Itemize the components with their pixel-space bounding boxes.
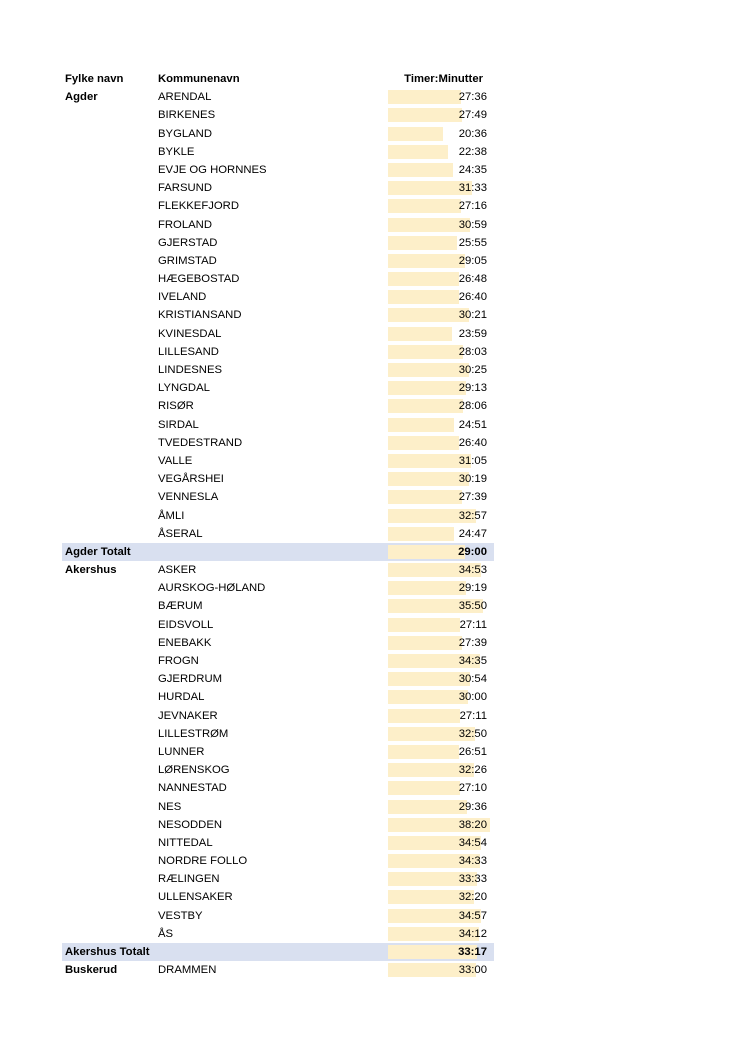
tid-value: 26:40	[458, 291, 487, 304]
tid-value: 24:35	[458, 163, 487, 176]
tid-cell	[388, 579, 490, 597]
kommune-cell: GRIMSTAD	[158, 254, 217, 267]
table-row	[62, 597, 494, 615]
kommune-cell: LILLESAND	[158, 345, 219, 358]
tid-value: 32:20	[458, 891, 487, 904]
fylke-cell: Agder	[65, 91, 98, 104]
data-bar	[388, 308, 469, 322]
table-row	[62, 925, 494, 943]
tid-value: 27:11	[459, 709, 487, 722]
header-fylke: Fylke navn	[65, 73, 124, 85]
table-row	[62, 888, 494, 906]
tid-cell	[388, 852, 490, 870]
table-row	[62, 343, 494, 361]
table-row	[62, 325, 494, 343]
data-bar	[388, 90, 461, 104]
fylke-cell: Buskerud	[65, 964, 118, 977]
header-kommune: Kommunenavn	[158, 73, 240, 85]
tid-cell	[388, 179, 490, 197]
tid-cell	[388, 925, 490, 943]
kommune-cell: GJERDRUM	[158, 673, 223, 686]
kommune-cell: KVINESDAL	[158, 327, 222, 340]
data-bar	[388, 163, 453, 177]
tid-value: 22:38	[458, 145, 487, 158]
table-row	[62, 870, 494, 888]
table-row	[62, 434, 494, 452]
tid-cell	[388, 870, 490, 888]
data-bar	[388, 781, 460, 795]
data-bar	[388, 290, 459, 304]
data-bar	[388, 381, 466, 395]
table-row	[62, 834, 494, 852]
table-row	[62, 179, 494, 197]
fylke-cell: Akershus	[65, 564, 117, 577]
kommune-cell: EIDSVOLL	[158, 618, 214, 631]
table-row	[62, 961, 494, 979]
table-row	[62, 707, 494, 725]
table-row	[62, 688, 494, 706]
table-row	[62, 379, 494, 397]
data-bar	[388, 418, 454, 432]
tid-cell	[388, 143, 490, 161]
data-bar	[388, 618, 460, 632]
table-row	[62, 88, 494, 106]
tid-cell	[388, 634, 490, 652]
tid-cell	[388, 325, 490, 343]
kommune-cell: NITTEDAL	[158, 836, 213, 849]
kommune-cell: IVELAND	[158, 291, 207, 304]
tid-cell	[388, 652, 490, 670]
table-row	[62, 652, 494, 670]
tid-value: 27:36	[458, 91, 487, 104]
tid-value: 34:54	[458, 836, 487, 849]
tid-cell	[388, 106, 490, 124]
tid-cell	[388, 670, 490, 688]
tid-value: 26:40	[458, 436, 487, 449]
kommune-cell: LØRENSKOG	[158, 764, 230, 777]
tid-value: 25:55	[458, 236, 487, 249]
tid-value: 31:33	[458, 182, 487, 195]
tid-cell	[388, 543, 490, 561]
header-tid: Timer:Minutter	[404, 73, 483, 85]
tid-cell	[388, 361, 490, 379]
tid-cell	[388, 707, 490, 725]
table-row	[62, 634, 494, 652]
table-row	[62, 143, 494, 161]
table-row	[62, 216, 494, 234]
tid-value: 27:10	[458, 782, 487, 795]
data-bar	[388, 145, 448, 159]
tid-cell	[388, 907, 490, 925]
table-row	[62, 761, 494, 779]
tid-value: 32:50	[458, 727, 487, 740]
kommune-cell: VENNESLA	[158, 491, 219, 504]
tid-value: 23:59	[458, 327, 487, 340]
kommune-cell: EVJE OG HORNNES	[158, 163, 267, 176]
kommune-cell: TVEDESTRAND	[158, 436, 243, 449]
table-row	[62, 743, 494, 761]
tid-cell	[388, 470, 490, 488]
tid-value: 28:06	[458, 400, 487, 413]
tid-cell	[388, 597, 490, 615]
kommune-cell: AURSKOG-HØLAND	[158, 582, 266, 595]
table-body	[62, 88, 494, 979]
tid-cell	[388, 161, 490, 179]
tid-value: 20:36	[458, 127, 487, 140]
data-bar	[388, 199, 461, 213]
kommune-cell: VEGÅRSHEI	[158, 473, 224, 486]
table-row	[62, 125, 494, 143]
data-bar	[388, 745, 459, 759]
table-row	[62, 616, 494, 634]
data-bar	[388, 527, 454, 541]
tid-cell	[388, 561, 490, 579]
kommune-cell: JEVNAKER	[158, 709, 218, 722]
kommune-cell: ARENDAL	[158, 91, 212, 104]
tid-value: 30:00	[458, 691, 487, 704]
table-row	[62, 670, 494, 688]
kommune-cell: ÅMLI	[158, 509, 185, 522]
tid-value: 29:36	[458, 800, 487, 813]
tid-value: 34:33	[458, 855, 487, 868]
table-row	[62, 488, 494, 506]
data-bar	[388, 436, 459, 450]
tid-value: 27:39	[458, 491, 487, 504]
kommune-cell: LINDESNES	[158, 364, 223, 376]
tid-value: 33:17	[458, 946, 487, 958]
kommune-cell: RISØR	[158, 400, 194, 413]
kommune-cell: LILLESTRØM	[158, 727, 229, 740]
tid-value: 26:51	[458, 745, 487, 758]
kommune-cell: ÅS	[158, 927, 174, 940]
tid-cell	[388, 343, 490, 361]
fylke-cell: Agder Totalt	[65, 545, 131, 558]
table-row	[62, 452, 494, 470]
data-bar	[388, 254, 465, 268]
tid-value: 34:12	[458, 927, 487, 940]
kommune-cell: NES	[158, 800, 182, 813]
tid-cell	[388, 961, 490, 979]
kommune-cell: LUNNER	[158, 745, 205, 758]
table-row	[62, 816, 494, 834]
kommune-cell: KRISTIANSAND	[158, 309, 242, 322]
table-row	[62, 416, 494, 434]
tid-cell	[388, 725, 490, 743]
tid-value: 30:19	[458, 473, 487, 486]
kommune-cell: NORDRE FOLLO	[158, 855, 248, 868]
kommune-cell: LYNGDAL	[158, 382, 210, 395]
tid-value: 32:57	[458, 509, 487, 522]
kommune-cell: HURDAL	[158, 691, 205, 704]
tid-cell	[388, 798, 490, 816]
tid-cell	[388, 252, 490, 270]
table-row	[62, 779, 494, 797]
tid-cell	[388, 507, 490, 525]
data-bar	[388, 690, 468, 704]
tid-cell	[388, 743, 490, 761]
kommune-cell: BÆRUM	[158, 600, 203, 613]
table-row	[62, 361, 494, 379]
table-row	[62, 798, 494, 816]
tid-value: 30:54	[458, 673, 487, 686]
tid-cell	[388, 943, 490, 961]
tid-cell	[388, 397, 490, 415]
kommune-cell: FROGN	[158, 655, 199, 667]
tid-cell	[388, 452, 490, 470]
tid-value: 29:05	[458, 254, 487, 267]
tid-cell	[388, 816, 490, 834]
tid-cell	[388, 216, 490, 234]
tid-value: 28:03	[458, 345, 487, 358]
data-bar	[388, 472, 469, 486]
table-row	[62, 470, 494, 488]
tid-value: 27:39	[458, 636, 487, 649]
tid-cell	[388, 288, 490, 306]
data-bar	[388, 581, 466, 595]
tid-cell	[388, 234, 490, 252]
data-bar	[388, 272, 459, 286]
data-bar	[388, 709, 460, 723]
kommune-cell: RÆLINGEN	[158, 873, 220, 886]
tid-value: 34:53	[458, 564, 487, 577]
header-row	[62, 70, 494, 88]
tid-value: 38:20	[458, 818, 487, 831]
kommune-cell: FROLAND	[158, 218, 212, 231]
table-row	[62, 197, 494, 215]
tid-value: 35:50	[458, 600, 487, 613]
kommune-cell: ULLENSAKER	[158, 891, 233, 904]
tid-value: 29:19	[458, 582, 487, 595]
tid-value: 34:35	[458, 655, 487, 667]
kommune-cell: DRAMMEN	[158, 964, 217, 977]
tid-cell	[388, 834, 490, 852]
data-bar	[388, 399, 463, 413]
kommune-cell: VALLE	[158, 454, 193, 467]
kommune-cell: FLEKKEFJORD	[158, 200, 239, 213]
tid-cell	[388, 688, 490, 706]
data-bar	[388, 490, 462, 504]
table-row	[62, 234, 494, 252]
table-row	[62, 306, 494, 324]
tid-value: 30:25	[458, 364, 487, 376]
table-row	[62, 397, 494, 415]
kommune-cell: VESTBY	[158, 909, 203, 922]
kommune-cell: SIRDAL	[158, 418, 199, 431]
tid-value: 26:48	[458, 273, 487, 286]
kommune-cell: FARSUND	[158, 182, 212, 195]
tid-value: 27:49	[458, 109, 487, 122]
data-bar	[388, 545, 465, 559]
tid-cell	[388, 88, 490, 106]
table-row	[62, 907, 494, 925]
table-row	[62, 252, 494, 270]
tid-value: 30:59	[458, 218, 487, 231]
tid-value: 31:05	[458, 454, 487, 467]
kommune-cell: BYGLAND	[158, 127, 212, 140]
table-row	[62, 507, 494, 525]
tid-value: 34:57	[458, 909, 487, 922]
table-row	[62, 288, 494, 306]
tid-value: 33:33	[458, 873, 487, 886]
data-bar	[388, 236, 457, 250]
tid-value: 27:16	[458, 200, 487, 213]
tid-cell	[388, 761, 490, 779]
tid-cell	[388, 488, 490, 506]
tid-cell	[388, 779, 490, 797]
tid-cell	[388, 379, 490, 397]
tid-cell	[388, 416, 490, 434]
data-bar	[388, 363, 469, 377]
tid-cell	[388, 434, 490, 452]
kommune-cell: BIRKENES	[158, 109, 216, 122]
tid-cell	[388, 306, 490, 324]
data-bar	[388, 800, 467, 814]
kommune-cell: ASKER	[158, 564, 197, 577]
table-row	[62, 725, 494, 743]
tid-cell	[388, 525, 490, 543]
table-row	[62, 852, 494, 870]
tid-cell	[388, 197, 490, 215]
data-bar	[388, 327, 452, 341]
kommune-cell: ENEBAKK	[158, 636, 212, 649]
table-row	[62, 161, 494, 179]
kommune-cell: ÅSERAL	[158, 527, 203, 540]
data-bar	[388, 108, 462, 122]
kommune-cell: NANNESTAD	[158, 782, 227, 795]
kommune-cell: GJERSTAD	[158, 236, 218, 249]
tid-cell	[388, 616, 490, 634]
tid-value: 30:21	[458, 309, 487, 322]
tid-cell	[388, 270, 490, 288]
tid-value: 24:51	[458, 418, 487, 431]
table-row	[62, 579, 494, 597]
data-bar	[388, 636, 462, 650]
kommune-cell: HÆGEBOSTAD	[158, 273, 240, 286]
table-row	[62, 270, 494, 288]
table-row	[62, 106, 494, 124]
total-row	[62, 943, 494, 961]
kommune-cell: NESODDEN	[158, 818, 223, 831]
tid-value: 32:26	[458, 764, 487, 777]
spreadsheet-table	[62, 70, 494, 979]
data-bar	[388, 127, 443, 141]
total-row	[62, 543, 494, 561]
tid-value: 29:13	[458, 382, 487, 395]
tid-value: 29:00	[458, 545, 487, 558]
tid-value: 27:11	[459, 618, 487, 631]
kommune-cell: BYKLE	[158, 145, 195, 158]
tid-cell	[388, 125, 490, 143]
tid-value: 24:47	[458, 527, 487, 540]
tid-value: 33:00	[458, 964, 487, 977]
data-bar	[388, 345, 463, 359]
table-row	[62, 525, 494, 543]
table-row	[62, 561, 494, 579]
tid-cell	[388, 888, 490, 906]
fylke-cell: Akershus Totalt	[65, 946, 150, 958]
